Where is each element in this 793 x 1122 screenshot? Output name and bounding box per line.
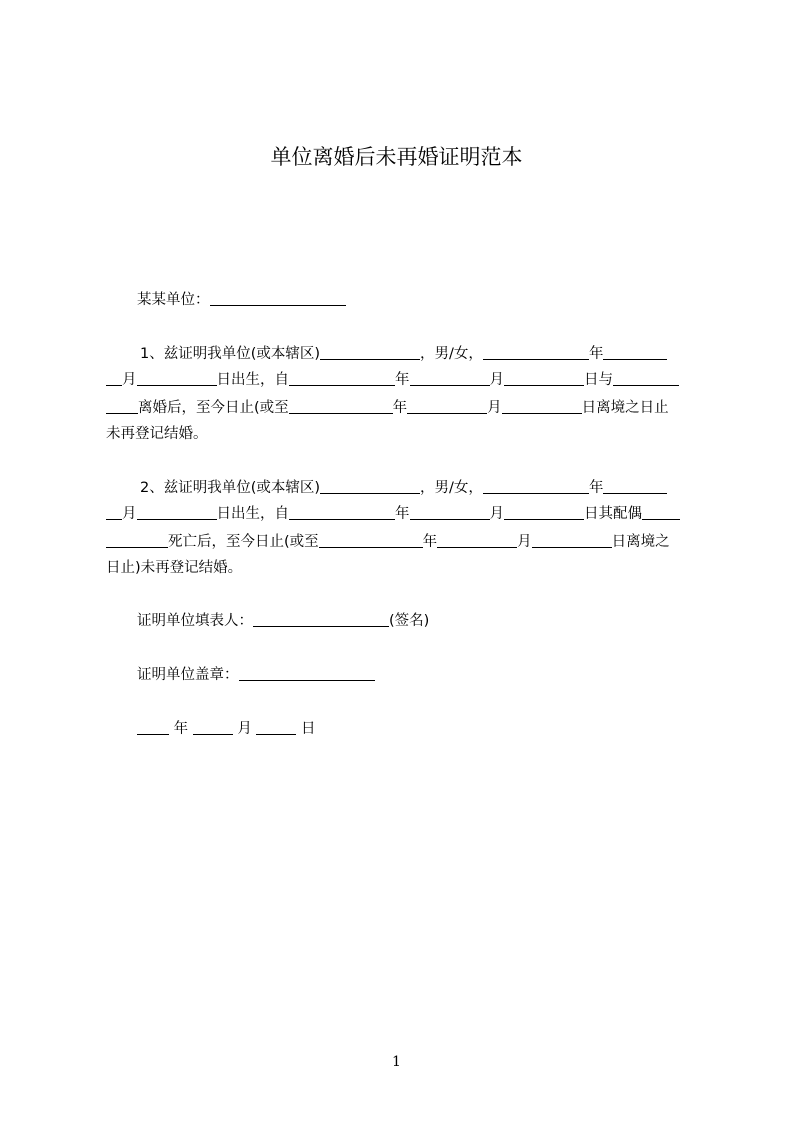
birth-month-blank[interactable] xyxy=(603,477,667,494)
para2-text: 日出生，自 xyxy=(216,506,289,522)
para1-text: 年 xyxy=(588,346,604,362)
birth-year-blank[interactable] xyxy=(483,343,589,360)
event-year-blank[interactable] xyxy=(289,503,395,520)
marriage-day-blank[interactable] xyxy=(504,369,584,386)
spouse-name-blank-cont[interactable] xyxy=(106,397,138,414)
departure-year-blank[interactable] xyxy=(319,531,423,548)
para1-line4 xyxy=(106,422,706,447)
document-title: 单位离婚后未再婚证明范本 xyxy=(270,145,523,169)
para2-text: ，男/女， xyxy=(420,480,483,496)
para2-text: 日其配偶 xyxy=(584,506,642,522)
date-line xyxy=(137,717,737,742)
date-month-label: 月 xyxy=(237,721,252,737)
event-day-blank[interactable] xyxy=(504,503,584,520)
para2-text: 月 xyxy=(517,534,532,550)
para1-text: 日出生，自 xyxy=(216,372,289,388)
page-number: 1 xyxy=(392,1054,401,1070)
para1-text: 年 xyxy=(395,372,410,388)
departure-month-blank[interactable] xyxy=(437,531,517,548)
addressee-label: 某某单位： xyxy=(137,292,210,308)
para1-text: 1、兹证明我单位(或本辖区) xyxy=(140,346,321,362)
para2-text: 年 xyxy=(588,480,604,496)
addressee-blank[interactable] xyxy=(210,289,346,306)
para1-text: 离婚后，至今日止(或至 xyxy=(138,400,289,416)
para2-text: 日离境之 xyxy=(611,534,670,550)
event-month-blank[interactable] xyxy=(410,503,490,520)
birth-day-blank[interactable] xyxy=(137,369,217,386)
para2-text: 年 xyxy=(422,534,438,550)
birth-month-blank-cont[interactable] xyxy=(106,503,122,520)
para1-text: 未再登记结婚。 xyxy=(106,426,208,442)
addressee-line xyxy=(137,288,737,313)
para1-line1 xyxy=(140,342,740,367)
filler-label: 证明单位填表人： xyxy=(137,613,253,629)
departure-day-blank[interactable] xyxy=(532,531,612,548)
para1-line2 xyxy=(106,368,706,393)
seal-line xyxy=(137,663,737,688)
para1-text: 年 xyxy=(392,400,408,416)
name-blank[interactable] xyxy=(320,343,420,360)
para2-text: 年 xyxy=(395,506,410,522)
departure-month-blank[interactable] xyxy=(407,397,487,414)
para2-line1 xyxy=(140,476,740,501)
para2-line4 xyxy=(106,556,706,581)
para2-text: 2、兹证明我单位(或本辖区) xyxy=(140,480,321,496)
departure-day-blank[interactable] xyxy=(502,397,582,414)
signature-note: (签名) xyxy=(389,613,430,629)
spouse-name-blank[interactable] xyxy=(642,503,680,520)
departure-year-blank[interactable] xyxy=(289,397,393,414)
para2-line3 xyxy=(106,530,706,555)
filler-blank[interactable] xyxy=(253,610,389,627)
spouse-name-blank[interactable] xyxy=(613,369,679,386)
para2-text: 日止)未再登记结婚。 xyxy=(106,560,243,576)
seal-blank[interactable] xyxy=(239,664,375,681)
para2-text: 死亡后，至今日止(或至 xyxy=(168,534,319,550)
seal-label: 证明单位盖章： xyxy=(137,667,239,683)
birth-day-blank[interactable] xyxy=(137,503,217,520)
birth-year-blank[interactable] xyxy=(483,477,589,494)
marriage-year-blank[interactable] xyxy=(289,369,395,386)
birth-month-blank-cont[interactable] xyxy=(106,369,122,386)
para1-text: 日与 xyxy=(584,372,613,388)
date-month-blank[interactable] xyxy=(193,718,233,735)
para2-text: 月 xyxy=(122,506,137,522)
date-year-label: 年 xyxy=(173,721,189,737)
para1-text: 日离境之日止 xyxy=(581,400,669,416)
para1-text: ，男/女， xyxy=(420,346,483,362)
para2-line2 xyxy=(106,502,706,527)
filler-line xyxy=(137,609,737,634)
birth-month-blank[interactable] xyxy=(603,343,667,360)
para1-text: 月 xyxy=(489,372,504,388)
spouse-name-blank-cont[interactable] xyxy=(106,531,168,548)
para1-text: 月 xyxy=(122,372,137,388)
marriage-month-blank[interactable] xyxy=(410,369,490,386)
date-day-label: 日 xyxy=(301,721,316,737)
para1-text: 月 xyxy=(487,400,502,416)
para1-line3 xyxy=(106,396,706,421)
name-blank[interactable] xyxy=(320,477,420,494)
date-day-blank[interactable] xyxy=(256,718,296,735)
date-year-blank[interactable] xyxy=(137,718,169,735)
para2-text: 月 xyxy=(489,506,504,522)
